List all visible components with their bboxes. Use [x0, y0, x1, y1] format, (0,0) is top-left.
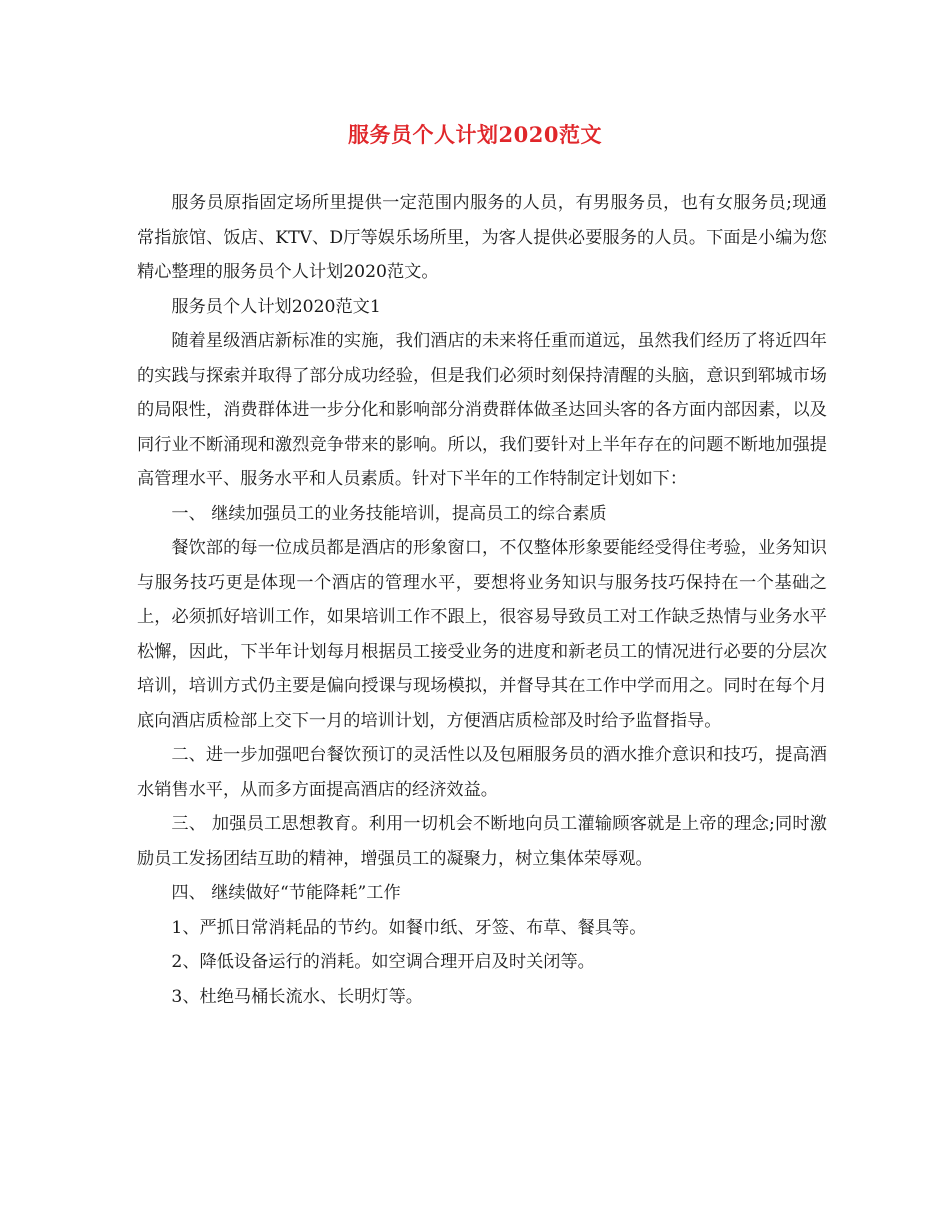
paragraph-item-3: 三、 加强员工思想教育。利用一切机会不断地向员工灌输顾客就是上帝的理念;同时激励员工发扬团结互助的精神，增强员工的凝聚力，树立集体荣辱观。 [137, 814, 827, 869]
document-title: 服务员个人计划2020范文 [348, 122, 602, 147]
paragraph-item-1-heading: 一、 继续加强员工的业务技能培训，提高员工的综合素质 [171, 503, 607, 524]
paragraph-subitem-3: 3、杜绝马桶长流水、长明灯等。 [171, 986, 423, 1007]
paragraph-section-heading: 服务员个人计划2020范文1 [171, 296, 381, 317]
paragraph-background: 随着星级酒店新标准的实施，我们酒店的未来将任重而道远，虽然我们经历了将近四年的实践与探索并取得了部分成功经验，但是我们必须时刻保持清醒的头脑，意识到郓城市场的局限性，消费群体进一步分化和影响部分消费群体做圣达回头客的各方面内部因素，以及同行业不断涌现和激烈竞争带来的影响。所以，我们要针对上半年存在的问题不断地加强提高管理水平、服务水平和人员素质。针对下半年的工作特制定计划如下： [137, 331, 827, 489]
paragraph-subitem-2: 2、降低设备运行的消耗。如空调合理开启及时关闭等。 [171, 952, 595, 972]
paragraph-item-2: 二、进一步加强吧台餐饮预订的灵活性以及包厢服务员的酒水推介意识和技巧，提高酒水销售水平，从而多方面提高酒店的经济效益。 [137, 745, 827, 800]
paragraph-subitem-1: 1、严抓日常消耗品的节约。如餐巾纸、牙签、布草、餐具等。 [171, 917, 647, 938]
paragraph-item-4-heading: 四、 继续做好“节能降耗”工作 [171, 883, 401, 903]
paragraph-item-1-body: 餐饮部的每一位成员都是酒店的形象窗口，不仅整体形象要能经受得住考验，业务知识与服务技巧更是体现一个酒店的管理水平，要想将业务知识与服务技巧保持在一个基础之上，必须抓好培训工作，如果培训工作不跟上，很容易导致员工对工作缺乏热情与业务水平松懈，因此，下半年计划每月根据员工接受业务的进度和新老员工的情况进行必要的分层次培训，培训方式仍主要是偏向授课与现场模拟，并督导其在工作中学而用之。同时在每个月底向酒店质检部上交下一月的培训计划，方便酒店质检部及时给予监督指导。 [137, 538, 827, 731]
document-body [137, 186, 827, 1014]
paragraph-intro: 服务员原指固定场所里提供一定范围内服务的人员，有男服务员，也有女服务员;现通常指旅馆、饭店、KTV、D厅等娱乐场所里，为客人提供必要服务的人员。下面是小编为您精心整理的服务员个人计划2020范文。 [137, 193, 827, 282]
